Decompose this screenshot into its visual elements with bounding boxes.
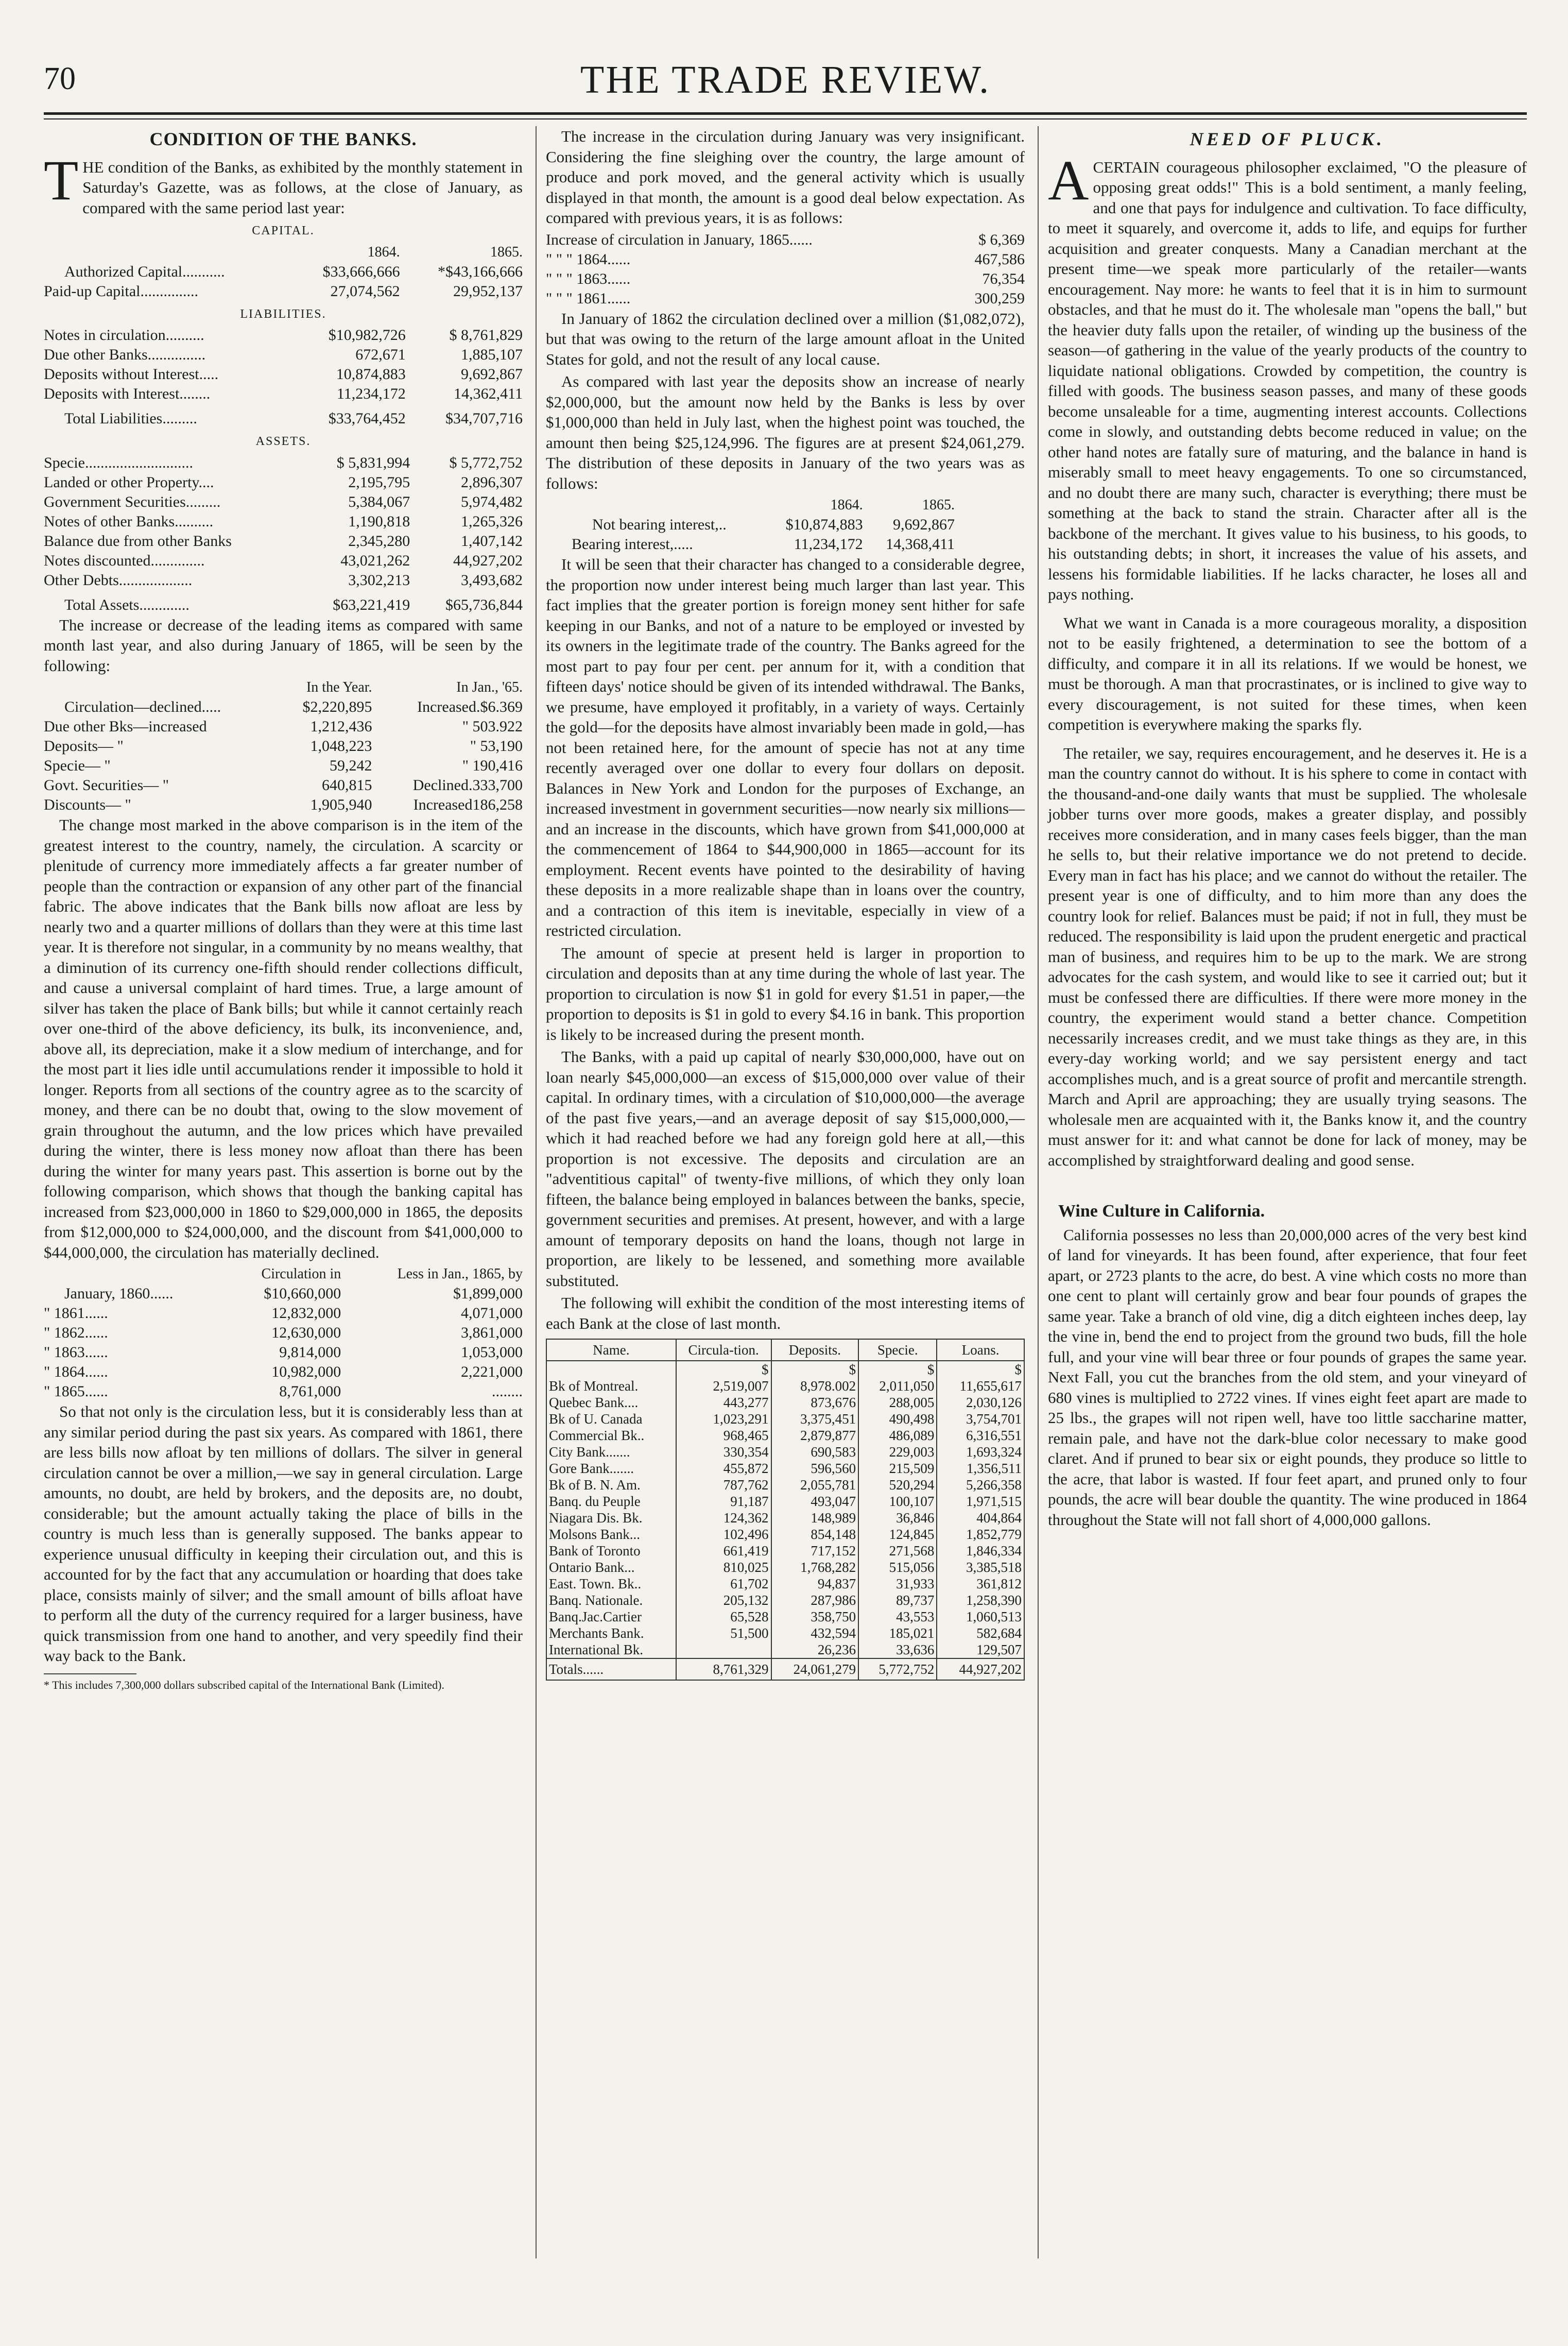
bank-name: Ontario Bank... — [546, 1559, 676, 1576]
cell-value: 271,568 — [858, 1543, 937, 1559]
liabilities-table — [44, 326, 523, 429]
cell-value: 432,594 — [771, 1625, 859, 1641]
circulation-increase-table — [546, 230, 1025, 309]
bank-name: Banq. du Peuple — [546, 1493, 676, 1510]
paragraph: So that not only is the circulation less, but it is considerably less than at any similar period during the past six years. As compared with 1861, there are less bills now afloat by ten millions of dollars. The silver in general circulation cannot be over a million,—we say in general circulation. Large amounts, no doubt, are held by brokers, and the deposits are, no doubt, considerable; but the amount actually taking the place of bills in the country is much less than is generally supposed. The banks appear to experience unusual difficulty in keeping their circulation out, and this is accounted for by the fact that any accumulation or hoarding that does take place, consists mainly of silver; and the small amount of bills afloat have to perform all the duty of the currency required for a larger business, have quick transmission from one hand to another, and very speedily find their way back to the Bank. — [44, 1402, 523, 1665]
year-header: 1864. — [367, 244, 400, 260]
masthead-title: THE TRADE REVIEW. — [580, 58, 991, 101]
cell-value: 287,986 — [771, 1592, 859, 1608]
row-label: Govt. Securities— " — [44, 777, 169, 794]
cell-value: 10,874,883 — [336, 366, 406, 383]
cell-value: 361,812 — [937, 1576, 1024, 1592]
cell-value: $33,764,452 — [328, 410, 406, 427]
table-row — [44, 453, 523, 473]
column-3 — [1048, 126, 1527, 1532]
paragraph: As compared with last year the deposits show an increase of nearly $2,000,000, but the amount now held by the Banks is less by over $1,000,000 than held in July last, when the highest point was touched, the amount then being $25,124,996. The figures are at present $24,061,279. The distribution of these deposits in January of the two years was as follows: — [546, 372, 1025, 492]
cell-value: 455,872 — [676, 1460, 771, 1477]
cell-value: 11,655,617 — [937, 1378, 1024, 1394]
table-row — [546, 1394, 1024, 1411]
cell-value: 9,814,000 — [279, 1344, 341, 1361]
cell-value: $10,874,883 — [785, 516, 863, 533]
cell-value: 288,005 — [858, 1394, 937, 1411]
table-row — [546, 1543, 1024, 1559]
table-row — [546, 250, 1025, 269]
cell-value: $ 8,761,829 — [449, 327, 523, 344]
cell-value: 717,152 — [771, 1543, 859, 1559]
row-label: " 1862...... — [44, 1324, 108, 1341]
column-header: Name. — [546, 1339, 676, 1361]
table-row — [546, 1625, 1024, 1641]
bank-name: Merchants Bank. — [546, 1625, 676, 1641]
cell-value: 1,693,324 — [937, 1444, 1024, 1460]
cell-value: 490,498 — [858, 1411, 937, 1427]
bank-name: East. Town. Bk.. — [546, 1576, 676, 1592]
intro-paragraph: THE condition of the Banks, as exhibited by the monthly statement in Saturday's Gazette, was as follows, at the close of January, as compared with the same period last year: — [44, 148, 523, 217]
bank-name: Banq. Nationale. — [546, 1592, 676, 1608]
row-label: Increase of circulation in January, 1865...... — [546, 231, 813, 248]
table-row — [44, 282, 523, 301]
table-row — [546, 1493, 1024, 1510]
cell-value: 51,500 — [676, 1625, 771, 1641]
bank-name: Gore Bank....... — [546, 1460, 676, 1477]
cell-value: 59,242 — [330, 757, 372, 774]
article-heading-pluck: NEED OF PLUCK. — [1190, 129, 1385, 149]
cell-value: 787,762 — [676, 1477, 771, 1493]
row-label: Government Securities......... — [44, 493, 221, 510]
cell-value: 8,761,000 — [279, 1383, 341, 1400]
cell-value: 76,354 — [982, 270, 1025, 287]
capital-table — [44, 243, 523, 301]
column-header: In the Year. — [306, 679, 372, 695]
row-label: Notes of other Banks.......... — [44, 512, 214, 530]
cell-value: $ 6,369 — [978, 231, 1025, 248]
table-row — [44, 737, 523, 756]
cell-value: 1,023,291 — [676, 1411, 771, 1427]
row-label: Balance due from other Banks — [44, 532, 232, 550]
column-header: Less in Jan., 1865, by — [397, 1266, 523, 1282]
table-row — [572, 535, 955, 554]
column-header: Circula-tion. — [676, 1339, 771, 1361]
cell-value: 100,107 — [858, 1493, 937, 1510]
cell-value: $33,666,666 — [322, 263, 400, 280]
paragraph: ACERTAIN courageous philosopher exclaimed, "O the pleasure of opposing great odds!" This is a bold sentiment, a manly feeling, and one that pays for indulgence and cultivation. To face difficulty, to meet it squarely, and overcome it, adds to life, and equips for further acquisition and greater conquests. Many a Canadian merchant at the present time—we speak more particularly of the retailer—wants encouragement. Nay more: he wants to feel that it is in him to surmount obstacles, and that he must do it. The wholesale man "opens the ball," but the heavier duty falls upon the retailer, of winding up the business of the season—of gathering in the value of the yearly products of the country to liquidate national obligations. Crowded by competition, the country is filled with goods. The business season passes, and many of these goods become unsaleable for a time, augmenting interest accounts. Collections come in slowly, and outstanding debts become reduced in value; on the other hand notes are fatally sure of maturing, and the balance in hand is miserably small to meet heavy engagements. To one so circumstanced, and no doubt there are many such, character is everything; there must be something at the back to stand the strain. Character after all is the backbone of the merchant. It gives value to his business, to his goods, to his outstanding debts; in short, it increases the value of his assets, and lessens his formidable liabilities. If he lacks character, he loses all and pays nothing. — [1048, 148, 1527, 603]
table-row — [546, 1559, 1024, 1576]
cell-value: 5,384,067 — [348, 493, 410, 510]
cell-value: 358,750 — [771, 1608, 859, 1625]
cell-value: 9,692,867 — [893, 516, 955, 533]
cell-value: 8,978.002 — [771, 1378, 859, 1394]
row-label: " " " 1864...... — [546, 250, 631, 268]
table-row — [44, 1362, 523, 1382]
row-label: " 1865...... — [44, 1383, 108, 1400]
cell-value: " 190,416 — [462, 757, 523, 774]
table-header-row — [546, 1339, 1024, 1361]
cell-value: 10,982,000 — [271, 1363, 341, 1380]
footnote-rule — [44, 1673, 136, 1674]
row-label: Notes in circulation.......... — [44, 327, 204, 344]
table-row — [44, 404, 523, 429]
cell-value: 4,071,000 — [461, 1305, 523, 1322]
cell-value: 1,885,107 — [461, 346, 523, 363]
article-heading-wine: Wine Culture in California. — [1058, 1202, 1265, 1221]
table-row — [44, 571, 523, 590]
cell-value: 690,583 — [771, 1444, 859, 1460]
bank-name: Bk of Montreal. — [546, 1378, 676, 1394]
drop-cap: T — [44, 148, 79, 212]
cell-value: 124,362 — [676, 1510, 771, 1526]
cell-value: 124,845 — [858, 1526, 937, 1543]
cell-value: 300,259 — [974, 289, 1025, 307]
row-label: Paid-up Capital............... — [44, 282, 198, 300]
bank-name: City Bank....... — [546, 1444, 676, 1460]
cell-value: $10,982,726 — [328, 327, 406, 344]
paragraph: What we want in Canada is a more courageous morality, a disposition not to be easily frightened, a determination to see the bottom of a difficulty, and compare it in all its relations. If we would be honest, we must be thorough. A man that procrastinates, or is inclined to give way to every discouragement, is not suited for these times, when keen competition is everywhere making the sparks fly. — [1048, 613, 1527, 733]
cell-value: 1,048,223 — [310, 738, 372, 755]
article-heading-banks: CONDITION OF THE BANKS. — [149, 129, 417, 149]
bank-name: Bk of B. N. Am. — [546, 1477, 676, 1493]
row-label: Deposits with Interest........ — [44, 385, 211, 402]
cell-value: 1,212,436 — [310, 718, 372, 735]
row-label: Notes discounted.............. — [44, 552, 205, 569]
cell-value: 330,354 — [676, 1444, 771, 1460]
table-row — [546, 1427, 1024, 1444]
table-row — [44, 1382, 523, 1401]
row-label: Total Liabilities......... — [64, 410, 197, 427]
cell-value: 6,316,551 — [937, 1427, 1024, 1444]
page-number: 70 — [44, 61, 76, 96]
bank-name: Molsons Bank... — [546, 1526, 676, 1543]
bank-name: Bank of Toronto — [546, 1543, 676, 1559]
table-row — [44, 590, 523, 615]
row-label: " 1861...... — [44, 1305, 108, 1322]
cell-value: 1,258,390 — [937, 1592, 1024, 1608]
cell-value: 43,553 — [858, 1608, 937, 1625]
cell-value: 27,074,562 — [330, 282, 400, 300]
row-label: Bearing interest,..... — [572, 536, 693, 553]
cell-value: 12,832,000 — [271, 1305, 341, 1322]
cell-value: 493,047 — [771, 1493, 859, 1510]
cell-value: 1,053,000 — [461, 1344, 523, 1361]
table-row — [546, 1641, 1024, 1658]
table-row — [44, 717, 523, 737]
cell-value: 1,852,779 — [937, 1526, 1024, 1543]
cell-value: 229,003 — [858, 1444, 937, 1460]
cell-value: 5,974,482 — [461, 493, 523, 510]
cell-value: 404,864 — [937, 1510, 1024, 1526]
cell-value: $63,221,419 — [333, 596, 410, 613]
row-label: Authorized Capital........... — [64, 263, 225, 280]
cell-value: 3,861,000 — [461, 1324, 523, 1341]
table-row — [44, 345, 523, 365]
table-row — [546, 1411, 1024, 1427]
deposits-table — [572, 495, 955, 554]
cell-value: 2,195,795 — [348, 473, 410, 491]
cell-value: 968,465 — [676, 1427, 771, 1444]
cell-value: 36,846 — [858, 1510, 937, 1526]
footnote: * This includes 7,300,000 dollars subscribed capital of the International Bank (Limited). — [44, 1678, 444, 1691]
table-row — [44, 384, 523, 404]
cell-value: Declined.333,700 — [412, 777, 523, 794]
cell-value: 89,737 — [858, 1592, 937, 1608]
column-header: Loans. — [937, 1339, 1024, 1361]
cell-value: $34,707,716 — [445, 410, 523, 427]
cell-value: 14,368,411 — [886, 536, 955, 553]
cell-value: 2,519,007 — [676, 1378, 771, 1394]
paragraph: The Banks, with a paid up capital of nearly $30,000,000, have out on loan nearly $45,000,000—an excess of $15,000,000 over value of their capital. In ordinary times, with a circulation of $10,000,000—the average of the past five years,—and an average deposit of say $15,000,000,—which it had reached before we had any foreign gold here at all,—this proportion is not excessive. The deposits and circulation are an "adventitious capital" of twenty-five millions, of which they only loan fifteen, the balance being employed in balances between the banks, specie, government securities and premises. At present, however, and with a large amount of temporary deposits on hand the loans, though not large in proportion, are likely to be lessened, and something more available substituted. — [546, 1048, 1025, 1290]
column-header: In Jan., '65. — [456, 679, 523, 695]
header-rule-thin — [44, 118, 1527, 119]
paragraph: The increase or decrease of the leading items as compared with same month last year, and also during January of 1865, will be seen by the following: — [44, 615, 523, 675]
cell-value: 2,345,280 — [348, 532, 410, 550]
row-label: Not bearing interest,.. — [592, 516, 727, 533]
row-label: Specie— " — [44, 757, 111, 774]
table-row — [546, 1378, 1024, 1394]
row-label: Due other Banks............... — [44, 346, 206, 363]
column-header: Specie. — [858, 1339, 937, 1361]
cell-value: 596,560 — [771, 1460, 859, 1477]
cell-value: 3,493,682 — [461, 571, 523, 589]
table-row — [44, 1323, 523, 1343]
row-label: Landed or other Property.... — [44, 473, 214, 491]
bank-name: International Bk. — [546, 1641, 676, 1658]
table-row — [546, 289, 1025, 309]
cell-value: 11,234,172 — [794, 536, 863, 553]
table-row — [546, 1510, 1024, 1526]
row-label: " " " 1861...... — [546, 289, 631, 307]
cell-value: 1,356,511 — [937, 1460, 1024, 1477]
cell-value: Increased.$6.369 — [417, 698, 523, 715]
cell-value — [676, 1641, 771, 1658]
bank-condition-table — [546, 1339, 1025, 1681]
table-row — [546, 1592, 1024, 1608]
table-row — [44, 492, 523, 512]
cell-value: $1,899,000 — [453, 1285, 523, 1302]
cell-value: 3,754,701 — [937, 1411, 1024, 1427]
page-header — [44, 52, 1527, 113]
paragraph: The amount of specie at present held is larger in proportion to circulation and deposits than at any time during the whole of last year. The proportion to circulation is now $1 in gold for every $1.51 in paper,—the proportion to deposits is $1 in gold to every $4.16 in bank. This proportion is likely to be increased during the present month. — [546, 944, 1025, 1043]
cell-value: 33,636 — [858, 1641, 937, 1658]
table-row — [44, 1304, 523, 1323]
cell-value: Increased186,258 — [413, 796, 523, 813]
table-row — [44, 512, 523, 532]
bank-name: Quebec Bank.... — [546, 1394, 676, 1411]
column-divider — [1038, 126, 1039, 2258]
bank-name: Bk of U. Canada — [546, 1411, 676, 1427]
column-divider — [536, 126, 537, 2258]
row-label: " " " 1863...... — [546, 270, 631, 287]
cell-value: " 503.922 — [462, 718, 523, 735]
table-row — [44, 262, 523, 282]
table-row — [44, 1284, 523, 1304]
column-header: Circulation in — [261, 1266, 341, 1282]
table-row — [546, 1608, 1024, 1625]
cell-value: " 53,190 — [470, 738, 523, 755]
liabilities-label: LIABILITIES. — [240, 307, 326, 321]
cell-value: ........ — [492, 1383, 523, 1400]
table-row — [44, 326, 523, 345]
cell-value: 661,419 — [676, 1543, 771, 1559]
cell-value: 14,362,411 — [454, 385, 523, 402]
cell-value: 520,294 — [858, 1477, 937, 1493]
cell-value: 854,148 — [771, 1526, 859, 1543]
paragraph: The change most marked in the above comparison is in the item of the greatest interest to the country, namely, the circulation. A scarcity or plenitude of currency more immediately affects a far greater number of people than the contraction or expansion of any other part of the financial fabric. The above indicates that the Bank bills now afloat are less by nearly two and a quarter millions of dollars than they were at this time last year. It is therefore not singular, in a community by no means wealthy, that a diminution of its currency one-fifth should render collections difficult, and cause a universal complaint of hard times. True, a large amount of silver has taken the place of Bank bills; but while it cannot certainly reach over one-third of the above deficiency, its bulk, its inconvenience, and, above all, its depreciation, make it a slow medium of interchange, and for the most part it lies idle until accumulations render it impossible to hold it longer. Reports from all sections of the country agree as to the scarcity of money, and there can be no doubt that, owing to the slow movement of grain throughout the autumn, and the low prices which have prevailed during the winter, there is less money now afloat than there has been during the winter for many years past. This assertion is borne out by the following comparison, which shows that though the banking capital has increased from $23,000,000 in 1860 to $29,000,000 in 1865, the deposits from $12,000,000 to $24,000,000, and the discount from $41,000,000 to $44,000,000, the circulation has materially declined. — [44, 816, 523, 1261]
paragraph: The increase in the circulation during January was very insignificant. Considering the fine sleighing over the country, the large amount of produce and pork moved, and the general activity which is usually displayed in that month, the amount is a good deal below expectation. As compared with previous years, it is as follows: — [546, 127, 1025, 227]
cell-value: 2,896,307 — [461, 473, 523, 491]
cell-value: 2,221,000 — [461, 1363, 523, 1380]
cell-value: 185,021 — [858, 1625, 937, 1641]
table-row — [44, 756, 523, 776]
bank-name: Banq.Jac.Cartier — [546, 1608, 676, 1625]
table-row — [44, 776, 523, 795]
cell-value: 3,385,518 — [937, 1559, 1024, 1576]
cell-value: 873,676 — [771, 1394, 859, 1411]
drop-cap: A — [1048, 148, 1089, 212]
column-2 — [546, 126, 1025, 1681]
cell-value: $2,220,895 — [302, 698, 372, 715]
cell-value: 129,507 — [937, 1641, 1024, 1658]
cell-value: 443,277 — [676, 1394, 771, 1411]
cell-value: 2,879,877 — [771, 1427, 859, 1444]
paragraph: The retailer, we say, requires encouragement, and he deserves it. He is a man the country cannot do without. It is his sphere to come in contact with the thousand-and-one daily wants that must be supplied. The wholesale jobber turns over more goods, makes a greater display, and possibly receives more consideration, and in many cases feels bigger, than the man he sells to, but their relative importance we do not pretend to decide. Every man in fact has his place; and we cannot do without the retailer. The present year is one of difficulty, and to him more than any does the country look for relief. Balances must be paid; if not in full, they must be reduced. The responsibility is laid upon the prudent energetic and practical man of business, and requires him to be up to the mark. We are strong advocates for the cash system, and would like to see it carried out; but it must be confessed there are difficulties. If there were more money in the country, the experiment would stand a better chance. Competition necessarily increases credit, and we must take things as they are, in this every-day working world; and we say persistent energy and tact accomplishes much, and is a great source of profit and mercantile strength. March and April are approaching; they are usually trying seasons. The wholesale men are acquainted with it, the Banks know it, and the country must answer for it: and what cannot be done for lack of money, may be accomplished by straightforward dealing and good sense. — [1048, 744, 1527, 1169]
paragraph: California possesses no less than 20,000,000 acres of the very best kind of land for vineyards. It has been found, after experience, that four feet apart, or 2723 plants to the acre, do best. A vine which costs no more than one cent to plant will certainly grow and bear four pounds of grapes the same year. Take a branch of old vine, dig a ditch eighteen inches deep, lay the vine in, bend the end to project from the ground two buds, fill the hole full, and your vine will bear three or four pounds of grapes the same year. Next Fall, you cut the branches from the old stem, and your vineyard of 680 vines is multiplied to 2722 vines. If vines eight feet apart are made to 25 lbs., the grapes will not ripen well, have too little saccharine matter, remain pale, and have not the dark-blue color necessary to make good claret. And if pruned to bear six or eight pounds, they produce so little to the acre, that labor is wasted. If four feet apart, and pruned only to four pounds, the acre will bear double the quantity. The wine produced in 1864 throughout the State will not fall short of 4,000,000 gallons. — [1048, 1225, 1527, 1529]
cell-value: 5,266,358 — [937, 1477, 1024, 1493]
table-row — [572, 515, 955, 535]
cell-value: 94,837 — [771, 1576, 859, 1592]
paragraph: The following will exhibit the condition of the most interesting items of each Bank at the close of last month. — [546, 1294, 1025, 1332]
cell-value: 640,815 — [322, 777, 372, 794]
cell-value: 1,265,326 — [461, 512, 523, 530]
row-label: Due other Bks—increased — [44, 718, 207, 735]
cell-value: 43,021,262 — [340, 552, 410, 569]
header-rule — [44, 112, 1527, 115]
cell-value: 2,055,781 — [771, 1477, 859, 1493]
cell-value: $10,660,000 — [264, 1285, 341, 1302]
cell-value: 102,496 — [676, 1526, 771, 1543]
table-row — [44, 365, 523, 384]
cell-value: 1,846,334 — [937, 1543, 1024, 1559]
cell-value: 1,190,818 — [348, 512, 410, 530]
row-label: Deposits without Interest..... — [44, 366, 219, 383]
table-row — [44, 1343, 523, 1362]
table-row — [546, 1444, 1024, 1460]
capital-label: CAPITAL. — [252, 224, 315, 237]
table-row — [546, 1477, 1024, 1493]
cell-value: 486,089 — [858, 1427, 937, 1444]
cell-value: 1,060,513 — [937, 1608, 1024, 1625]
cell-value: 205,132 — [676, 1592, 771, 1608]
year-header: 1865. — [490, 244, 523, 260]
cell-value: $ 5,831,994 — [336, 454, 410, 471]
table-row — [546, 1526, 1024, 1543]
table-row — [44, 795, 523, 815]
column-1 — [44, 126, 523, 1693]
cell-value: 26,236 — [771, 1641, 859, 1658]
table-row — [44, 532, 523, 551]
cell-value: 148,989 — [771, 1510, 859, 1526]
cell-value: 515,056 — [858, 1559, 937, 1576]
cell-value: 2,030,126 — [937, 1394, 1024, 1411]
row-label: Total Assets............. — [64, 596, 189, 613]
circulation-history-table — [44, 1264, 523, 1401]
assets-label: ASSETS. — [255, 435, 311, 448]
cell-value: 3,302,213 — [348, 571, 410, 589]
row-label: Circulation—declined..... — [64, 698, 221, 715]
row-label: " 1864...... — [44, 1363, 108, 1380]
cell-value: $65,736,844 — [445, 596, 523, 613]
cell-value: 1,768,282 — [771, 1559, 859, 1576]
cell-value: 3,375,451 — [771, 1411, 859, 1427]
cell-value: 9,692,867 — [461, 366, 523, 383]
row-label: Discounts— " — [44, 796, 131, 813]
totals-row: Totals...... 8,761,329 24,061,279 5,772,752 44,927,202 — [546, 1658, 1024, 1680]
year-header: 1865. — [922, 497, 955, 513]
year-header: 1864. — [830, 497, 863, 513]
cell-value: *$43,166,666 — [438, 263, 523, 280]
assets-table — [44, 453, 523, 615]
cell-value: 672,671 — [355, 346, 406, 363]
units-row: $ $ $ $ — [546, 1361, 1024, 1378]
row-label: Other Debts................... — [44, 571, 193, 589]
cell-value: 467,586 — [974, 250, 1025, 268]
cell-value: 1,971,515 — [937, 1493, 1024, 1510]
table-row — [546, 1460, 1024, 1477]
table-row — [546, 230, 1025, 250]
table-row — [44, 551, 523, 571]
cell-value: 44,927,202 — [453, 552, 523, 569]
table-row — [546, 1576, 1024, 1592]
cell-value: 29,952,137 — [453, 282, 523, 300]
row-label: January, 1860...... — [64, 1285, 174, 1302]
bank-name: Commercial Bk.. — [546, 1427, 676, 1444]
row-label: " 1863...... — [44, 1344, 108, 1361]
cell-value: 91,187 — [676, 1493, 771, 1510]
cell-value: 61,702 — [676, 1576, 771, 1592]
cell-value: 11,234,172 — [336, 385, 406, 402]
table-row — [546, 269, 1025, 289]
cell-value: 65,528 — [676, 1608, 771, 1625]
row-label: Specie............................ — [44, 454, 193, 471]
cell-value: 31,933 — [858, 1576, 937, 1592]
cell-value: $ 5,772,752 — [449, 454, 523, 471]
cell-value: 1,905,940 — [310, 796, 372, 813]
cell-value: 215,509 — [858, 1460, 937, 1477]
cell-value: 2,011,050 — [858, 1378, 937, 1394]
table-row — [44, 697, 523, 717]
bank-name: Niagara Dis. Bk. — [546, 1510, 676, 1526]
paragraph: In January of 1862 the circulation declined over a million ($1,082,072), but that was owing to the return of the large amount afloat in the United States for gold, and not the result of any local cause. — [546, 309, 1025, 368]
column-header: Deposits. — [771, 1339, 859, 1361]
cell-value: 1,407,142 — [461, 532, 523, 550]
table-row — [44, 473, 523, 492]
row-label: Deposits— " — [44, 738, 124, 755]
cell-value: 12,630,000 — [271, 1324, 341, 1341]
cell-value: 582,684 — [937, 1625, 1024, 1641]
paragraph: It will be seen that their character has changed to a considerable degree, the proportion now under interest being much larger than last year. This fact implies that the greater portion is foreign money sent hither for safe keeping in our Banks, and not of a nature to be employed or invested by its owners in the legitimate trade of the country. The Banks agreed for the most part to pay four per cent. per annum for it, with a condition that fifteen days' notice should be given of its intended withdrawal. The Banks, we presume, have employed it profitably, in a variety of ways. Certainly the gold—for the deposits have almost invariably been made in gold,—has not been retained here, for the amount of specie has not at any time recently averaged over one dollar to every four dollars on deposit. Balances in New York and London for the purposes of Exchange, an increased investment in government securities—now nearly six millions—and an increase in the discounts, which have grown from $41,000,000 at the commencement of 1864 to $44,900,000 in 1865—account for its employment. Recent events have pointed to the desirability of having these deposits in a more realizable shape than in loans over the country, and a contraction of this item is inevitable, especially in view of a restricted circulation. — [546, 555, 1025, 939]
increase-table — [44, 678, 523, 815]
cell-value: 810,025 — [676, 1559, 771, 1576]
